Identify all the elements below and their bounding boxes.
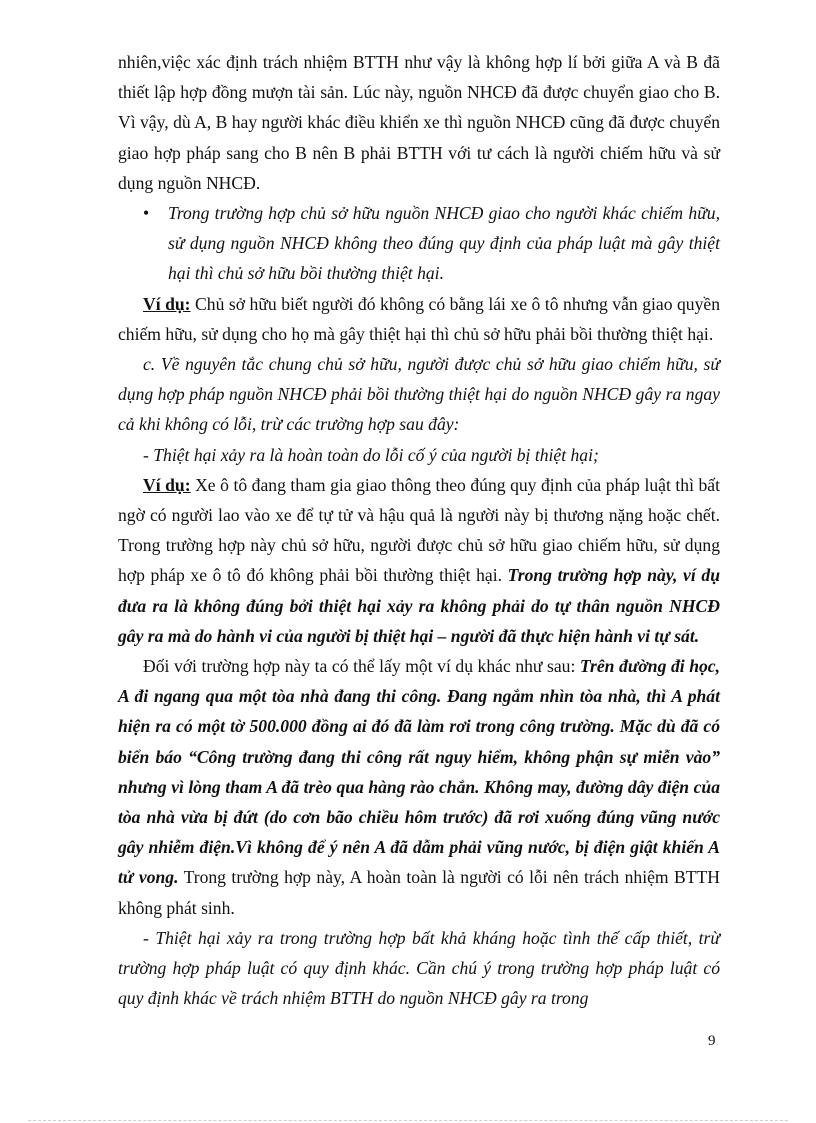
exception-item-2: - Thiệt hại xảy ra trong trường hợp bất khả kháng hoặc tình thế cấp thiết, trừ trường hợp pháp luật có quy định khác. Cần chú ý trong trường hợp pháp luật có quy định khác về trách nhiệm BTTH do nguồn NHCĐ gây ra trong	[118, 927, 720, 1009]
alternative-example-paragraph	[118, 651, 720, 923]
bullet-text: Trong trường hợp chủ sở hữu nguồn NHCĐ giao cho người khác chiếm hữu, sử dụng nguồn NHCĐ không theo đúng quy định của pháp luật mà gây thiệt hại thì chủ sở hữu bồi thường thiệt hại.	[168, 203, 720, 284]
intro-text: Đối với trường hợp này ta có thể lấy một ví dụ khác như sau:	[143, 656, 580, 677]
paragraph-continuation: nhiên,việc xác định trách nhiệm BTTH như vậy là không hợp lí bởi giữa A và B đã thiết lập hợp đồng mượn tài sản. Lúc này, nguồn NHCĐ đã được chuyển giao cho B. Vì vậy, dù A, B hay người khác điều khiển xe thì nguồn NHCĐ cũng đã được chuyển giao hợp pháp sang cho B nên B phải BTTH với tư cách là người chiếm hữu và sử dụng nguồn NHCĐ.	[118, 52, 720, 193]
example-paragraph-1	[118, 289, 720, 349]
example-text: Xe ô tô đang tham gia giao thông theo đúng quy định của pháp luật thì bất ngờ có người lao vào xe để tự tử và hậu quả là người này bị thương nặng hoặc chết. Trong trường hợp này chủ sở hữu, người được chủ sở hữu giao chiếm hữu, sử dụng hợp pháp xe ô tô đó không phải bồi thường thiệt hại.	[118, 474, 720, 586]
bullet-paragraph	[118, 198, 720, 289]
page-bottom-divider	[28, 1120, 788, 1121]
example-label: Ví dụ:	[143, 474, 191, 495]
example-comment: Trong trường hợp này, ví dụ đưa ra là không đúng bởi thiệt hại xảy ra không phải do tự thân nguồn NHCĐ gây ra mà do hành vi của người bị thiệt hại – người đã thực hiện hành vi tự sát.	[118, 565, 720, 646]
page-number: 9	[708, 1033, 716, 1049]
alternative-example-text: Trên đường đi học, A đi ngang qua một tòa nhà đang thi công. Đang ngắm nhìn tòa nhà, thì A phát hiện ra có một tờ 500.000 đồng ai đó đã làm rơi trong công trường. Mặc dù đã có biển báo “Công trường đang thi công rất nguy hiểm, không phận sự miễn vào” nhưng vì lòng tham A đã trèo qua hàng rào chắn. Không may, đường dây điện của tòa nhà vừa bị đứt (do cơn bão chiều hôm trước) đã rơi xuống đúng vũng nước gây nhiễm điện.Vì không để ý nên A đã dẫm phải vũng nước, bị điện giật khiến A tử vong.	[118, 656, 720, 888]
example-label: Ví dụ:	[143, 293, 191, 314]
exception-item-1: - Thiệt hại xảy ra là hoàn toàn do lỗi cố ý của người bị thiệt hại;	[143, 444, 599, 465]
conclusion-text: Trong trường hợp này, A hoàn toàn là người có lỗi nên trách nhiệm BTTH không phát sinh.	[118, 867, 720, 918]
principle-paragraph: c. Về nguyên tắc chung chủ sở hữu, người được chủ sở hữu giao chiếm hữu, sử dụng hợp pháp nguồn NHCĐ phải bồi thường thiệt hại do nguồn NHCĐ gây ra ngay cả khi không có lỗi, trừ các trường hợp sau đây:	[118, 354, 720, 435]
document-body	[118, 47, 720, 1014]
example-paragraph-2	[118, 470, 720, 651]
example-text: Chủ sở hữu biết người đó không có bằng lái xe ô tô nhưng vẫn giao quyền chiếm hữu, sử dụng cho họ mà gây thiệt hại thì chủ sở hữu phải bồi thường thiệt hại.	[118, 293, 721, 344]
bullet-icon: •	[143, 203, 150, 224]
